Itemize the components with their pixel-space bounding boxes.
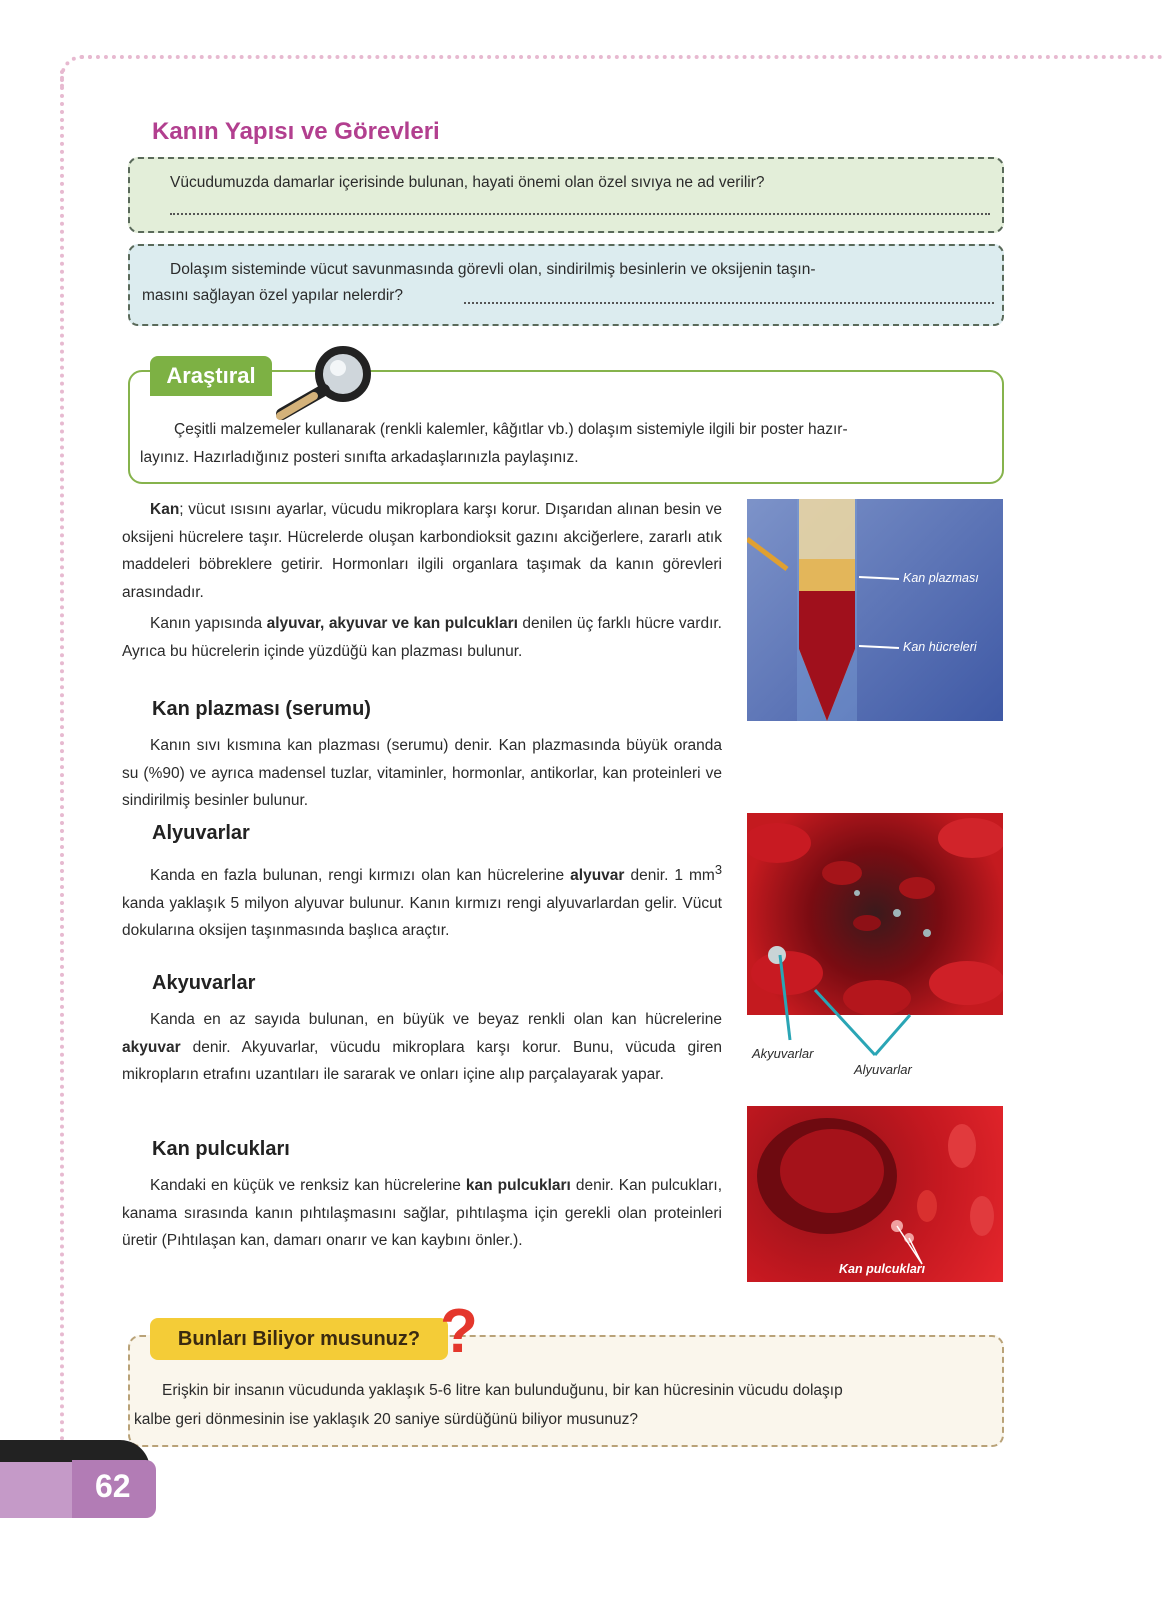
alyuvar-sup: 3 (714, 862, 723, 877)
heading-plasma: Kan plazması (serumu) (152, 698, 371, 720)
question-box-1 (128, 157, 1004, 233)
intro-paragraph-2 (122, 610, 722, 665)
kan-term: Kan (150, 501, 180, 518)
heading-akyuvar: Akyuvarlar (152, 972, 256, 994)
test-tube-illustration (747, 499, 1003, 721)
page-number: 62 (95, 1468, 131, 1504)
question-2-line-2: masını sağlayan özel yapılar nelerdir? (142, 287, 404, 304)
intro-paragraph-1 (122, 496, 722, 606)
did-you-know-label: Bunları Biliyor musunuz? (150, 1318, 448, 1360)
did-you-know-text (134, 1376, 994, 1434)
page-frame-top (80, 55, 1163, 59)
research-label: Araştıral (150, 356, 272, 396)
pulcuk-paragraph (122, 1172, 722, 1255)
research-text (140, 416, 992, 472)
research-line-1: Çeşitli malzemeler kullanarak (renkli kalemler, kâğıtlar vb.) dolaşım sistemiyle ilgili bir poster hazır- (174, 421, 848, 438)
alyuvar-paragraph (122, 856, 722, 945)
akyuvar-text-a: Kanda en az sayıda bulunan, en büyük ve beyaz renkli olan kan hücrelerine (150, 1011, 722, 1028)
label-akyuvarlar: Akyuvarlar (752, 1046, 814, 1061)
platelets-image (747, 1106, 1003, 1282)
cell-pointer-lines (760, 940, 940, 1060)
question-2-line-1: Dolaşım sisteminde vücut savunmasında görevli olan, sindirilmiş besinlerin ve oksijenin taşın- (170, 261, 816, 278)
did-you-know-line-1: Erişkin bir insanın vücudunda yaklaşık 5-6 litre kan bulunduğunu, bir kan hücresinin vücudu dolaşıp (162, 1382, 843, 1399)
question-mark-icon: ? (440, 1297, 478, 1366)
akyuvar-paragraph (122, 1006, 722, 1089)
akyuvar-text-b: denir. Akyuvarlar, vücudu mikroplara karşı korur. Bunu, vücuda giren mikropların etrafını uzantıları ile sararak ve onları içine alıp parçalayarak yapar. (122, 1038, 722, 1083)
alyuvar-term: alyuvar (570, 867, 625, 885)
intro-text-1: ; vücut ısısını ayarlar, vücudu mikroplara karşı korur. Dışarıdan alınan besin ve oksijeni hücrelere taşır. Hücrelerde oluşan karbondioksit gazını akciğerlere, zararlı atık maddeleri böbreklere getirir. Hormonları ilgili organlara taşımak da kanın görevleri arasındadır. (122, 501, 722, 601)
answer-line-1[interactable] (170, 199, 990, 215)
label-kan-hucreleri: Kan hücreleri (903, 640, 977, 654)
pulcuk-text-b: denir. Kan pulcukları, kanama sırasında kanın pıhtılaşmasını sağlar, pıhtılaşma için gerekli olan proteinleri üretir (Pıhtılaşan kan, damarı onarır ve kan kaybını önler.). (122, 1177, 723, 1249)
plasma-paragraph: Kanın sıvı kısmına kan plazması (serumu) denir. Kan plazmasında büyük oranda su (%90) ve ayrıca madensel tuzlar, vitaminler, hormonlar, antikorlar, kan proteinleri ve sindirilmiş besinler bulunur. (122, 737, 722, 809)
question-box-2 (128, 244, 1004, 326)
label-kan-plazmasi: Kan plazması (903, 571, 979, 585)
page-title: Kanın Yapısı ve Görevleri (152, 118, 440, 145)
alyuvar-text-c: kanda yaklaşık 5 milyon alyuvar bulunur. Kanın kırmızı rengi alyuvarlardan gelir. Vücut dokularına oksijen taşınmasında başlıca araçtır. (122, 894, 722, 940)
label-alyuvarlar: Alyuvarlar (854, 1062, 912, 1077)
intro-text-2b: denilen üç farklı hücre vardır. Ayrıca bu hücrelerin içinde yüzdüğü kan plazması bulunur. (122, 615, 722, 660)
research-line-2: layınız. Hazırladığınız posteri sınıfta arkadaşlarınızla paylaşınız. (140, 449, 579, 466)
page-number-strip (0, 1462, 72, 1518)
magnifier-icon (268, 344, 388, 424)
test-tube-image (747, 499, 1003, 721)
akyuvar-term: akyuvar (122, 1038, 181, 1056)
question-1-text: Vücudumuzda damarlar içerisinde bulunan, hayati önemi olan özel sıvıya ne ad verilir? (170, 174, 765, 191)
intro-text-2a: Kanın yapısında (150, 615, 267, 632)
pulcuk-text-a: Kandaki en küçük ve renksiz kan hücrelerine (150, 1177, 466, 1194)
page-frame-left (60, 70, 64, 1450)
alyuvar-text-b: denir. 1 mm (624, 867, 715, 885)
intro-bold-cells: alyuvar, akyuvar ve kan pulcukları (266, 615, 518, 632)
pulcuk-term: kan pulcukları (465, 1177, 571, 1194)
answer-line-2[interactable] (464, 288, 994, 304)
alyuvar-text-a: Kanda en fazla bulunan, rengi kırmızı olan kan hücrelerine (150, 867, 571, 885)
did-you-know-line-2: kalbe geri dönmesinin ise yaklaşık 20 saniye sürdüğünü biliyor musunuz? (134, 1411, 639, 1428)
page-frame-corner (60, 55, 94, 89)
label-kan-pulcuklari: Kan pulcukları (839, 1262, 926, 1276)
heading-alyuvar: Alyuvarlar (152, 822, 250, 844)
heading-pulcuk: Kan pulcukları (152, 1138, 290, 1160)
platelets-illustration (747, 1106, 1003, 1282)
